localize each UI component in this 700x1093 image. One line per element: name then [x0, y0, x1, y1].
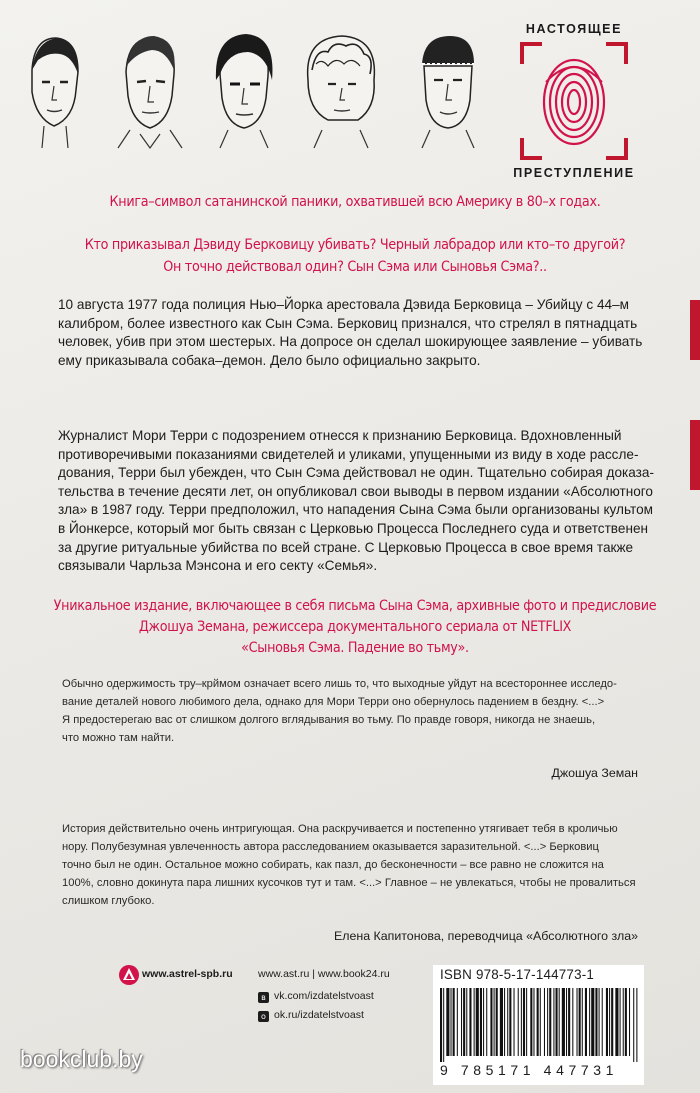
ok-link[interactable]: ok.ru/izdatelstvoast — [274, 1009, 364, 1021]
edition-line: Уникальное издание, включающее в себя письма Сына Сэма, архивные фото и предисловие — [53, 598, 657, 614]
publisher-site-link[interactable]: www.astrel-spb.ru — [142, 968, 233, 980]
barcode-bar — [507, 988, 508, 1056]
question-line: Кто приказывал Дэвиду Берковицу убивать? Черный лабрадор или кто–то другой? — [84, 237, 626, 253]
barcode-bar — [514, 988, 515, 1056]
publisher-sites-link[interactable]: www.ast.ru | www.book24.ru — [258, 968, 390, 980]
barcode-bar — [466, 988, 467, 1056]
text-line: связывали Чарльза Мэнсона и его секту «Семья». — [58, 558, 378, 574]
barcode-bar — [579, 988, 581, 1056]
barcode-bar — [582, 988, 583, 1056]
barcode-bar — [636, 988, 637, 1062]
quote-author: Джошуа Земан — [551, 766, 638, 780]
text-line: ему приказывала собака–демон. Дело было официально закрыто. — [58, 352, 481, 368]
barcode-bar — [509, 988, 511, 1056]
series-logo-top: НАСТОЯЩЕЕ — [525, 22, 623, 36]
text-line: в Йонкерсе, который мог быть связан с Церковью Процесса Последнего суда и ответственен — [58, 520, 649, 536]
barcode-bar — [494, 988, 495, 1056]
barcode-bar — [611, 988, 613, 1056]
vk-icon: в — [258, 992, 269, 1003]
text-line: Я предостерегаю вас от слишком долгого вглядывания во тьму. По правде говоря, никогда не знаешь, — [62, 714, 596, 726]
barcode-bar — [591, 988, 594, 1056]
edition-line: «Сыновья Сэма. Падение во тьму». — [241, 640, 469, 656]
barcode-bar — [469, 988, 471, 1056]
barcode-icon — [438, 988, 641, 1062]
barcode-bar — [585, 988, 587, 1056]
barcode-bar — [518, 988, 519, 1056]
red-edge-mark — [690, 420, 700, 490]
publisher-logo-icon — [118, 964, 140, 986]
text-line: человек, убив при этом шестерых. На допросе он сделал шокирующее заявление – убивать — [58, 334, 643, 350]
barcode-bar — [599, 988, 600, 1056]
barcode-bar — [496, 988, 498, 1056]
suspect-sketch-4 — [298, 30, 384, 150]
text-line: История действительно очень интригующая. Она раскручивается и постепенно утягивает тебя в кроличью — [62, 823, 618, 835]
barcode-bar — [463, 988, 465, 1056]
barcode-bar — [568, 988, 570, 1056]
barcode-bar — [625, 988, 627, 1056]
fingerprint-icon — [520, 42, 628, 160]
barcode-bar — [595, 988, 597, 1056]
isbn-text: ISBN 978-5-17-144773-1 — [440, 967, 595, 982]
edition-line: Джошуа Земана, режиссера документального сериала от NETFLIX — [138, 619, 572, 635]
text-line: калибром, более известного как Сын Сэма. Берковиц признался, что стрелял в пятнадцать — [58, 315, 638, 331]
suspect-sketch-2 — [110, 30, 190, 150]
text-line: нору. Полубезумная увлеченность автора расследованием оказывается заразительной. <...> Берковиц — [62, 841, 599, 853]
barcode-bar — [559, 988, 560, 1056]
barcode-bar — [589, 988, 590, 1056]
suspect-sketch-3 — [204, 30, 284, 150]
text-line: за другие ритуальные убийства по всей стране. С Церковью Процесса в свое время также — [58, 539, 634, 555]
text-line: дования, Терри был убежден, что Сын Сэма действовал не один. Тщательно собирая доказа- — [58, 465, 654, 481]
quote-kapitonova — [62, 820, 642, 910]
barcode-bar — [562, 988, 565, 1056]
text-line: 10 августа 1977 года полиция Нью–Йорка арестовала Дэвида Берковица – Убийцу с 44–м — [58, 297, 629, 312]
paragraph-investigation — [58, 427, 658, 576]
barcode-bar — [451, 988, 452, 1056]
series-logo-bottom: ПРЕСТУПЛЕНИЕ — [513, 166, 635, 180]
barcode-bar — [566, 988, 567, 1056]
barcode-bar — [615, 988, 618, 1056]
barcode-bar — [474, 988, 475, 1056]
barcode-bar — [544, 988, 545, 1056]
barcode-bar — [480, 988, 482, 1056]
barcode-bar — [556, 988, 558, 1056]
barcode-bar — [602, 988, 603, 1056]
barcode-bar — [523, 988, 525, 1056]
barcode-bar — [606, 988, 608, 1056]
text-line: 100%, словно докинута пара лишних кусочков тут и там. <...> Главное – не увлекаться, чтобы не провалиться — [62, 877, 636, 889]
quote-author: Елена Капитонова, переводчица «Абсолютного зла» — [333, 929, 638, 943]
barcode-bar — [572, 988, 573, 1056]
text-line: что можно там найти. — [62, 732, 175, 744]
vk-link[interactable]: vk.com/izdatelstvoast — [274, 990, 374, 1002]
barcode-bar — [453, 988, 455, 1056]
barcode-bar — [533, 988, 534, 1056]
paragraph-arrest — [58, 296, 658, 370]
barcode-bar — [461, 988, 462, 1056]
barcode-bar — [553, 988, 554, 1056]
barcode-bar — [457, 988, 458, 1056]
barcode-bar — [440, 988, 442, 1062]
barcode-bar — [537, 988, 539, 1056]
text-line: тельства в течение десяти лет, он опубликовал свои выводы в первом издании «Абсолютного — [58, 483, 653, 499]
barcode-bar — [483, 988, 484, 1056]
barcode-bar — [443, 988, 444, 1062]
quote-zeman — [62, 675, 642, 747]
barcode-bar — [633, 988, 634, 1062]
text-line: точно был не один. Остальное можно собирать, как пазл, до бесконечности – все равно не сложится на — [62, 859, 604, 871]
text-line: противоречивыми показаниями свидетелей и уликами, упущенными из виду в ходе рассле- — [58, 446, 639, 462]
text-line: слишком глубоко. — [62, 895, 155, 907]
watermark: bookclub.by — [20, 1046, 143, 1072]
suspect-sketch-1 — [14, 30, 94, 150]
barcode-bar — [490, 988, 492, 1056]
barcode-bar — [540, 988, 541, 1056]
ok-icon: о — [258, 1011, 269, 1022]
tagline: Книга–символ сатанинской паники, охватившей всю Америку в 80–х годах. — [109, 194, 601, 210]
series-logo — [512, 18, 636, 184]
question-line: Он точно действовал один? Сын Сэма или Сыновья Сэма?.. — [163, 259, 547, 275]
barcode-bar — [446, 988, 449, 1056]
text-line: Обычно одержимость тру–крймом означает всего лишь то, что выходные уйдут на всестороннее исследо- — [62, 678, 617, 690]
barcode-bar — [629, 988, 630, 1056]
barcode-bar — [530, 988, 532, 1056]
barcode-bar — [486, 988, 487, 1056]
barcode-bar — [577, 988, 578, 1056]
barcode-bar — [526, 988, 527, 1056]
text-line: зла» в 1987 году. Терри предположил, что нападения Сына Сэма были организованы культом — [58, 502, 653, 518]
barcode-bar — [500, 988, 503, 1056]
barcode-bar — [549, 988, 551, 1056]
text-line: Журналист Мори Терри с подозрением отнесся к признанию Берковица. Вдохновленный — [58, 428, 622, 443]
red-edge-mark — [690, 300, 700, 360]
text-line: вание деталей нового любимого дела, однако для Мори Терри оно обернулось падением в бездну. <...> — [62, 696, 605, 708]
barcode-bar — [623, 988, 624, 1056]
barcode-bar — [504, 988, 505, 1056]
barcode-bar — [609, 988, 610, 1056]
barcode-digits: 9 785171 447731 — [440, 1062, 618, 1078]
barcode-bar — [521, 988, 522, 1056]
barcode-bar — [476, 988, 479, 1056]
suspect-sketch-5 — [408, 30, 488, 150]
barcode-bar — [620, 988, 621, 1056]
barcode-bar — [547, 988, 548, 1056]
